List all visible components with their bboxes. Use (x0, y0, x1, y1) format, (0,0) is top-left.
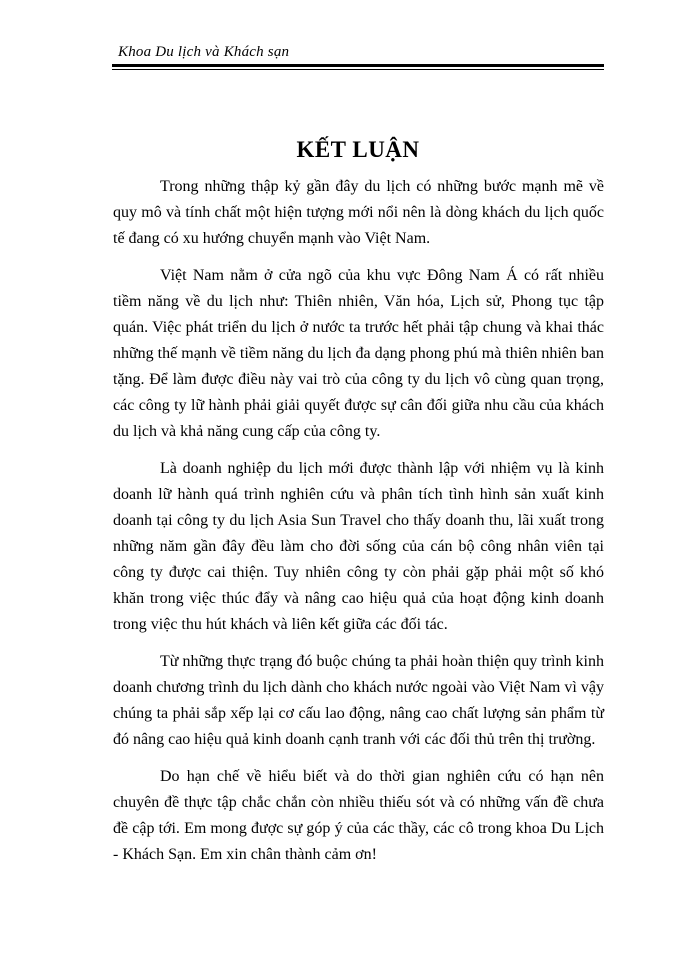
header-rule-thick (112, 64, 604, 67)
paragraph-3: Là doanh nghiệp du lịch mới được thành lập với nhiệm vụ là kinh doanh lữ hành quá trình nghiên cứu và phân tích tình hình sản xuất kinh doanh tại công ty du lịch Asia Sun Travel cho thấy doanh thu, lãi xuất trong những năm gần đây đều làm cho đời sống của cán bộ công nhân viên tại công ty được cai thiện. Tuy nhiên công ty còn phải gặp phải một số khó khăn trong việc thúc đẩy và nâng cao hiệu quả của hoạt động kinh doanh trong việc thu hút khách và liên kết giữa các đối tác. (113, 460, 604, 633)
page-title: KẾT LUẬN (296, 137, 420, 162)
paragraph-4: Từ những thực trạng đó buộc chúng ta phải hoàn thiện quy trình kinh doanh chương trình du lịch dành cho khách nước ngoài vào Việt Nam vì vậy chúng ta phải sắp xếp lại cơ cấu lao động, nâng cao chất lượng sản phẩm từ đó nâng cao hiệu quả kinh doanh cạnh tranh với các đối thủ trên thị trường. (113, 653, 604, 748)
header-rule-thin (112, 69, 604, 70)
body-text (113, 174, 604, 879)
paragraph-2: Việt Nam nằm ở cửa ngõ của khu vực Đông Nam Á có rất nhiều tiềm năng về du lịch như: Thiên nhiên, Văn hóa, Lịch sử, Phong tục tập quán. Việc phát triển du lịch ở nước ta trước hết phải tập chung và khai thác những thế mạnh về tiềm năng du lịch đa dạng phong phú mà thiên nhiên ban tặng. Để làm được điều này vai trò của công ty du lịch vô cùng quan trọng, các công ty lữ hành phải giải quyết được sự cân đối giữa nhu cầu của khách du lịch và khả năng cung cấp của công ty. (113, 267, 604, 440)
running-header: Khoa Du lịch và Khách sạn (118, 44, 290, 60)
paragraph-5: Do hạn chế về hiểu biết và do thời gian nghiên cứu có hạn nên chuyên đề thực tập chắc chắn còn nhiều thiếu sót và có những vấn đề chưa đề cập tới. Em mong được sự góp ý của các thầy, các cô trong khoa Du Lịch - Khách Sạn. Em xin chân thành cảm ơn! (113, 768, 604, 863)
paragraph-1: Trong những thập kỷ gần đây du lịch có những bước mạnh mẽ về quy mô và tính chất một hiện tượng mới nổi nên là dòng khách du lịch quốc tế đang có xu hướng chuyển mạnh vào Việt Nam. (113, 178, 604, 247)
